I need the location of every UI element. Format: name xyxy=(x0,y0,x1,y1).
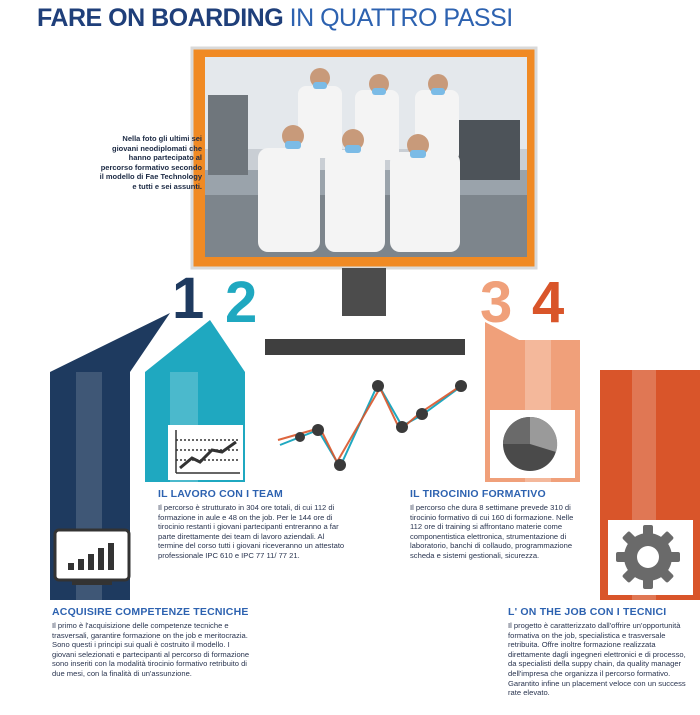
step-3-number: 3 xyxy=(480,270,513,335)
step-2-body: Il percorso è strutturato in 304 ore totali, di cui 112 di formazione in aule e 48 on the job. Per le 144 ore di tirocinio restanti i giovani partecipanti entreranno a far parte direttamente dei team di lavoro aziendali. Al termine del corso tutti i giovani riceveranno un attestato professionale IPC 610 e IPC 77 11/ 77 21. xyxy=(158,503,345,560)
zigzag-decoration xyxy=(278,380,467,471)
gear-icon xyxy=(608,520,693,595)
step-2-number: 2 xyxy=(225,270,258,335)
step-4-body: Il progetto è caratterizzato dall'offrire un'opportunità formativa on the job, specialistica e trasversale retribuita. Offre inoltre formazione realizzata direttamente dagli ingegneri elettronici e di processo, da specialisti della suppy chain, da quality manager dell'impresa che organizza il percorso formativo. Garantito infine un placement veloce con un success rate elevato. xyxy=(508,621,686,698)
title-bold: FARE ON BOARDING xyxy=(37,4,284,32)
team-photo xyxy=(205,57,527,257)
trend-chart-icon xyxy=(168,425,243,480)
step-2-title: IL LAVORO CON I TEAM xyxy=(158,488,283,500)
page-title xyxy=(37,4,513,33)
step-1-number: 1 xyxy=(172,266,205,331)
step-3-title: IL TIROCINIO FORMATIVO xyxy=(410,488,546,500)
step-4-number: 4 xyxy=(532,270,565,335)
step-1-title: ACQUISIRE COMPETENZE TECNICHE xyxy=(52,606,249,618)
step-3-body: Il percorso che dura 8 settimane prevede 310 di tirocinio formativo di cui 160 di formazione. Nelle 112 ore di training si affrontano materie come componentistica elettronica, strumentazione di laboratorio, banchi di collaudo, programmazione scheda e sistemi gestionali, sicurezza. xyxy=(410,503,574,560)
photo-caption: Nella foto gli ultimi sei giovani neodiplomati che hanno partecipato al percorso formativo secondo il modello di Fae Technology e tutti e sei assunti. xyxy=(99,134,202,191)
step-1-body: Il primo è l'acquisizione delle competenze tecniche e trasversali, garantire formazione on the job e meritocrazia. Sono questi i principi sui quali è costruito il modello. I giovani selezionati e partecipanti al percorso di formazione sono inseriti con la modalità tirocinio formativo retribuito di due mesi, con la finalità di un'assunzione. xyxy=(52,621,250,678)
monitor-bar-chart-icon xyxy=(55,530,129,585)
pie-chart-icon xyxy=(490,410,575,478)
title-light: IN QUATTRO PASSI xyxy=(289,4,513,32)
step-4-title: L' ON THE JOB CON I TECNICI xyxy=(508,606,667,618)
